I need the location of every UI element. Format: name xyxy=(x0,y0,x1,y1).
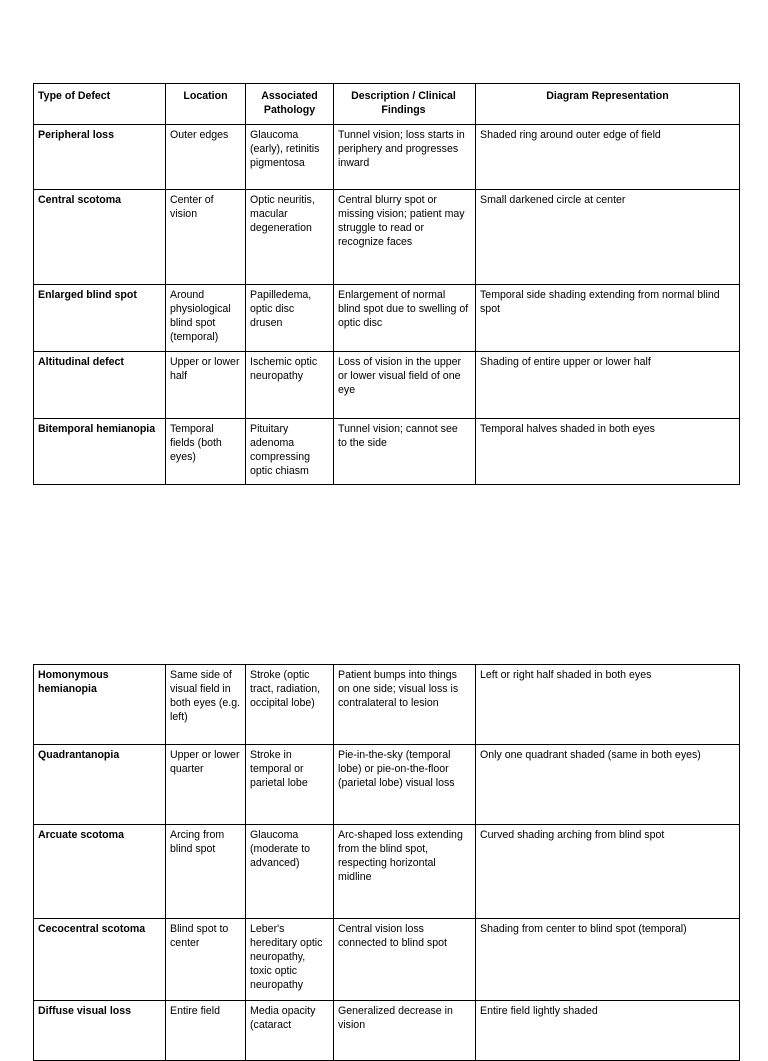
table-row xyxy=(34,419,740,485)
header-location: Location xyxy=(166,84,246,125)
pathology-cell: Ischemic optic neuropathy xyxy=(246,352,334,419)
location-cell: Outer edges xyxy=(166,125,246,190)
table-row xyxy=(34,919,740,1001)
location-cell: Arcing from blind spot xyxy=(166,825,246,919)
table-row xyxy=(34,665,740,745)
location-cell: Temporal fields (both eyes) xyxy=(166,419,246,485)
defect-type-cell: Central scotoma xyxy=(34,190,166,285)
table-row xyxy=(34,745,740,825)
defect-type-cell: Bitemporal hemianopia xyxy=(34,419,166,485)
diagram-cell: Entire field lightly shaded xyxy=(476,1001,740,1061)
defect-type-cell: Quadrantanopia xyxy=(34,745,166,825)
findings-cell: Enlargement of normal blind spot due to swelling of optic disc xyxy=(334,285,476,352)
defect-type-cell: Arcuate scotoma xyxy=(34,825,166,919)
pathology-cell: Optic neuritis, macular degeneration xyxy=(246,190,334,285)
location-cell: Center of vision xyxy=(166,190,246,285)
defect-type-cell: Peripheral loss xyxy=(34,125,166,190)
findings-cell: Central blurry spot or missing vision; patient may struggle to read or recognize faces xyxy=(334,190,476,285)
findings-cell: Central vision loss connected to blind spot xyxy=(334,919,476,1001)
defect-table-1 xyxy=(33,83,740,485)
location-cell: Upper or lower quarter xyxy=(166,745,246,825)
diagram-cell: Shading from center to blind spot (temporal) xyxy=(476,919,740,1001)
findings-cell: Tunnel vision; loss starts in periphery and progresses inward xyxy=(334,125,476,190)
table-row xyxy=(34,125,740,190)
diagram-cell: Temporal halves shaded in both eyes xyxy=(476,419,740,485)
pathology-cell: Media opacity (cataract xyxy=(246,1001,334,1061)
location-cell: Entire field xyxy=(166,1001,246,1061)
pathology-cell: Papilledema, optic disc drusen xyxy=(246,285,334,352)
diagram-cell: Shaded ring around outer edge of field xyxy=(476,125,740,190)
diagram-cell: Small darkened circle at center xyxy=(476,190,740,285)
table-row xyxy=(34,285,740,352)
defect-type-cell: Enlarged blind spot xyxy=(34,285,166,352)
findings-cell: Arc-shaped loss extending from the blind spot, respecting horizontal midline xyxy=(334,825,476,919)
pathology-cell: Stroke in temporal or parietal lobe xyxy=(246,745,334,825)
defect-table-2 xyxy=(33,664,740,1061)
pathology-cell: Glaucoma (early), retinitis pigmentosa xyxy=(246,125,334,190)
location-cell: Same side of visual field in both eyes (e.g. left) xyxy=(166,665,246,745)
findings-cell: Loss of vision in the upper or lower visual field of one eye xyxy=(334,352,476,419)
location-cell: Blind spot to center xyxy=(166,919,246,1001)
table-row xyxy=(34,352,740,419)
header-type-of-defect: Type of Defect xyxy=(34,84,166,125)
diagram-cell: Shading of entire upper or lower half xyxy=(476,352,740,419)
pathology-cell: Pituitary adenoma compressing optic chiasm xyxy=(246,419,334,485)
findings-cell: Pie-in-the-sky (temporal lobe) or pie-on-the-floor (parietal lobe) visual loss xyxy=(334,745,476,825)
header-associated-pathology: Associated Pathology xyxy=(246,84,334,125)
diagram-cell: Left or right half shaded in both eyes xyxy=(476,665,740,745)
defect-type-cell: Diffuse visual loss xyxy=(34,1001,166,1061)
table-row xyxy=(34,825,740,919)
defect-type-cell: Altitudinal defect xyxy=(34,352,166,419)
table-row xyxy=(34,1001,740,1061)
pathology-cell: Glaucoma (moderate to advanced) xyxy=(246,825,334,919)
pathology-cell: Stroke (optic tract, radiation, occipital lobe) xyxy=(246,665,334,745)
diagram-cell: Temporal side shading extending from normal blind spot xyxy=(476,285,740,352)
header-diagram-representation: Diagram Representation xyxy=(476,84,740,125)
findings-cell: Patient bumps into things on one side; visual loss is contralateral to lesion xyxy=(334,665,476,745)
diagram-cell: Curved shading arching from blind spot xyxy=(476,825,740,919)
location-cell: Around physiological blind spot (temporal) xyxy=(166,285,246,352)
defect-type-cell: Homonymous hemianopia xyxy=(34,665,166,745)
findings-cell: Tunnel vision; cannot see to the side xyxy=(334,419,476,485)
diagram-cell: Only one quadrant shaded (same in both eyes) xyxy=(476,745,740,825)
defect-type-cell: Cecocentral scotoma xyxy=(34,919,166,1001)
table-row xyxy=(34,190,740,285)
location-cell: Upper or lower half xyxy=(166,352,246,419)
table-header-row xyxy=(34,84,740,125)
header-description: Description / Clinical Findings xyxy=(334,84,476,125)
pathology-cell: Leber's hereditary optic neuropathy, toxic optic neuropathy xyxy=(246,919,334,1001)
findings-cell: Generalized decrease in vision xyxy=(334,1001,476,1061)
